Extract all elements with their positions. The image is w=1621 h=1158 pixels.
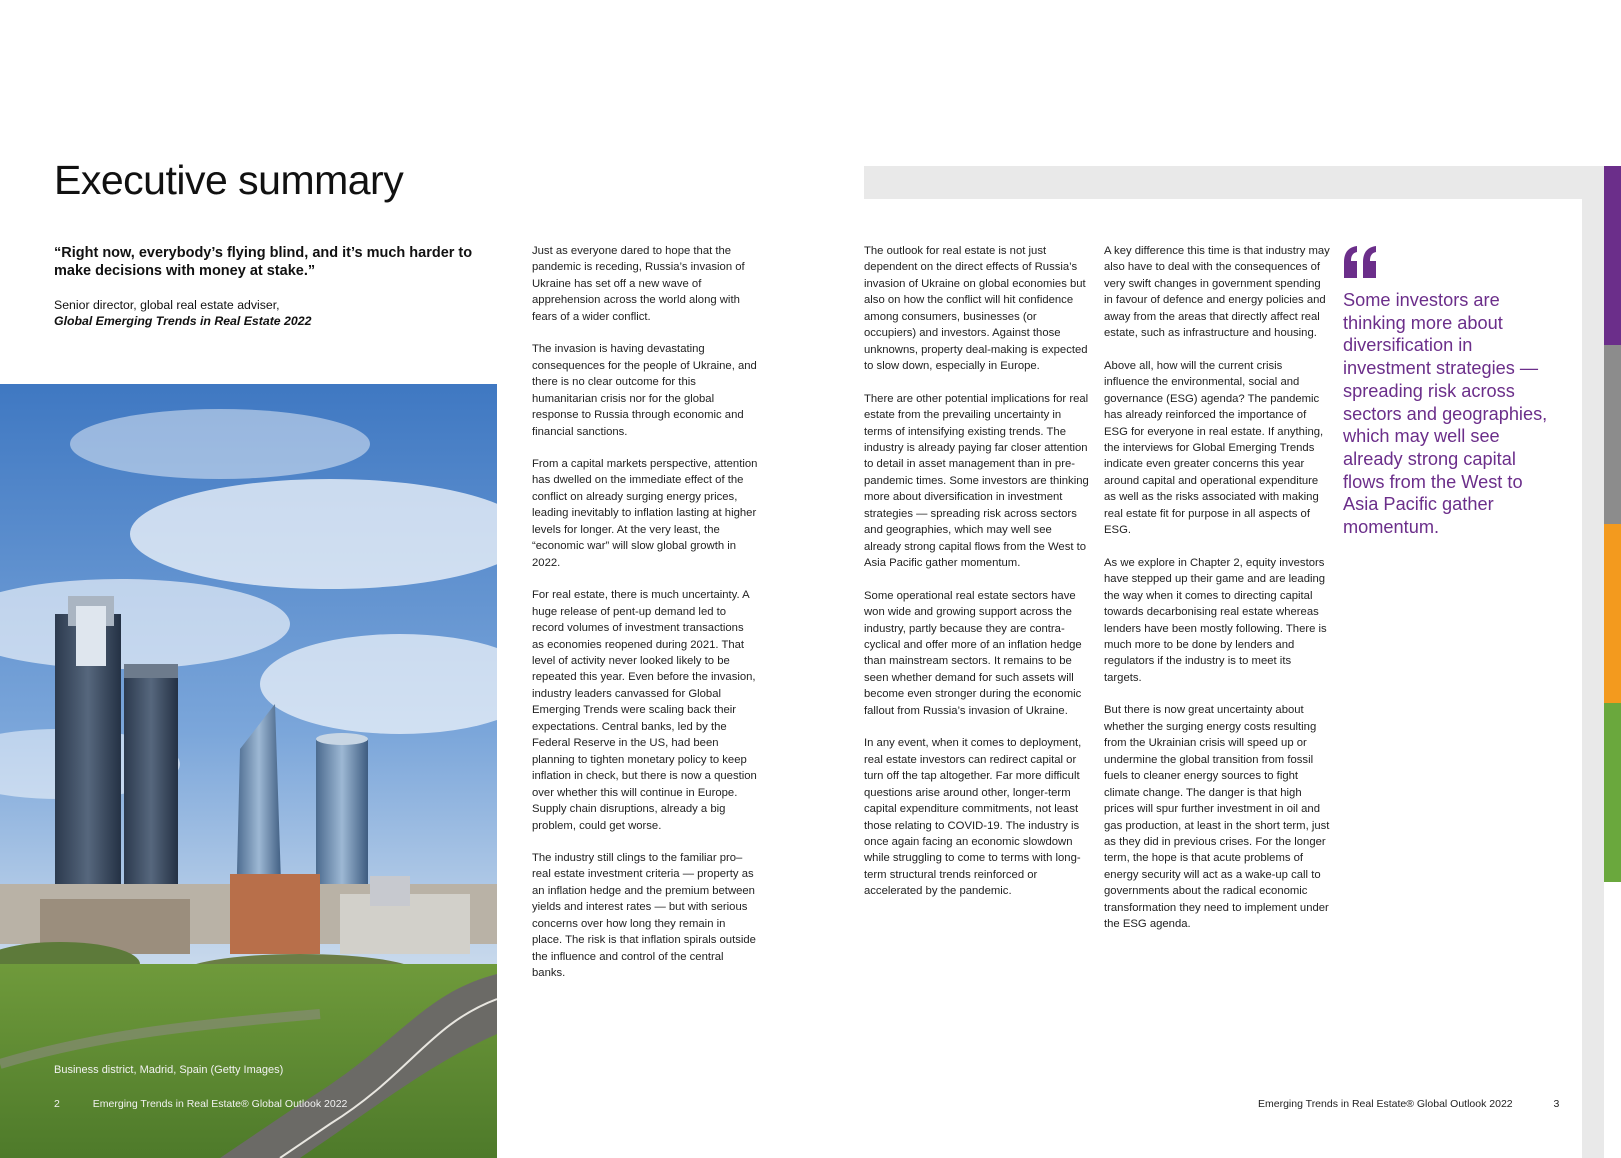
left-footer-text: Emerging Trends in Real Estate® Global Outlook 2022 xyxy=(92,1098,348,1110)
paragraph: Just as everyone dared to hope that the pandemic is receding, Russia’s invasion of Ukraine has set off a new wave of apprehension across the world along with fears of a wider conflict. xyxy=(532,245,745,323)
paragraph: In any event, when it comes to deployment, real estate investors can redirect capital or turn off the tap altogether. Far more difficult questions arise around other, longer-term capital expenditure commitments, not least those relating to COVID-19. The industry is once again facing an economic slowdown while struggling to come to terms with long-term structural trends reinforced or accelerated by the pandemic. xyxy=(864,737,1082,898)
opening-quote: “Right now, everybody’s flying blind, and it’s much harder to make decisions with money at stake.” xyxy=(54,245,473,279)
text-column-2 xyxy=(864,243,1090,916)
pull-quote: Some investors are thinking more about diversification in investment strategies — spreading risk across sectors and geographies, which may well see already strong capital flows from the West to Asia Pacific gather momentum. xyxy=(1343,290,1548,538)
paragraph: The outlook for real estate is not just dependent on the direct effects of Russia’s invasion of Ukraine on global economies but also on how the conflict will hit confidence among consumers, businesses (or occupiers) and investors. Against those unknowns, property deal-making is expected to slow down, especially in Europe. xyxy=(864,245,1088,373)
paragraph: As we explore in Chapter 2, equity investors have stepped up their game and are leading the way when it comes to directing capital towards decarbonising real estate whereas lenders have been mostly following. There is much more to be done by lenders and regulators if the industry is to meet its targets. xyxy=(1104,556,1327,684)
edge-tab-orange xyxy=(1604,524,1621,703)
side-grey-band xyxy=(1582,166,1604,1158)
paragraph: From a capital markets perspective, attention has dwelled on the immediate effect of the conflict on already surging energy prices, leading inevitably to inflation lasting at higher levels for longer. At the very least, the “economic war” will slow global growth in 2022. xyxy=(532,457,758,569)
attribution-role: Senior director, global real estate adviser, xyxy=(54,298,280,312)
left-page-number: 2 xyxy=(54,1098,60,1110)
paragraph: A key difference this time is that industry may also have to deal with the consequences of very swift changes in government spending in favour of defence and energy policies and away from the areas that directly affect real estate, such as infrastructure and housing. xyxy=(1104,245,1330,340)
edge-tab-green xyxy=(1604,703,1621,882)
photo-caption: Business district, Madrid, Spain (Getty Images) xyxy=(54,1064,284,1076)
paragraph: Above all, how will the current crisis influence the environmental, social and governance (ESG) agenda? The pandemic has already reinforced the importance of ESG for everyone in real estate. If anything, the interviews for Global Emerging Trends indicate even greater concerns this year around capital and operational expenditure as well as the risks associated with making real estate fit for purpose in all aspects of ESG. xyxy=(1104,359,1324,537)
right-footer xyxy=(1258,1098,1559,1110)
text-column-1 xyxy=(532,243,758,998)
header-grey-band xyxy=(864,166,1582,199)
paragraph: There are other potential implications for real estate from the prevailing uncertainty in terms of intensifying existing trends. The industry is already paying far closer attention to detail in asset management than in pre-pandemic times. Some investors are thinking more about diversification in investment strategies — spreading risk across sectors and geographies, which may well see already strong capital flows from the West to Asia Pacific gather momentum. xyxy=(864,392,1089,570)
madrid-skyline-photo xyxy=(0,384,497,1158)
text-column-3 xyxy=(1104,243,1330,949)
right-page-number: 3 xyxy=(1553,1098,1560,1110)
quote-mark-icon xyxy=(1342,246,1378,278)
attribution-publication: Global Emerging Trends in Real Estate 2022 xyxy=(54,314,312,328)
right-footer-text: Emerging Trends in Real Estate® Global Outlook 2022 xyxy=(1258,1098,1513,1110)
page-title: Executive summary xyxy=(54,157,404,203)
paragraph: For real estate, there is much uncertainty. A huge release of pent-up demand led to record volumes of investment transactions as economies reopened during 2021. That level of activity never looked likely to be repeated this year. Even before the invasion, industry leaders canvassed for Global Emerging Trends were scaling back their expectations. Central banks, led by the Federal Reserve in the US, had been planning to tighten monetary policy to keep inflation in check, but there is now a question over whether this will continue in Europe. Supply chain disruptions, already a big problem, could get worse. xyxy=(532,589,757,832)
paragraph: The invasion is having devastating consequences for the people of Ukraine, and there is no clear outcome for this humanitarian crisis nor for the global response to Russia through economic and financial sanctions. xyxy=(532,343,757,438)
paragraph: But there is now great uncertainty about whether the surging energy costs resulting from the Ukrainian crisis will speed up or undermine the global transition from fossil fuels to cleaner energy sources to fight climate change. The danger is that high prices will spur further investment in oil and gas production, at least in the short term, just as they did in previous crises. For the longer term, the hope is that acute problems of energy security will act as a wake-up call to governments about the radical economic transformation they need to implement under the ESG agenda. xyxy=(1104,704,1330,931)
edge-tab-grey xyxy=(1604,345,1621,524)
paragraph: The industry still clings to the familiar pro–real estate investment criteria — property as an inflation hedge and the premium between yields and interest rates — but with serious concerns over how long they remain in place. The risk is that inflation spirals outside the influence and control of the central banks. xyxy=(532,851,756,980)
edge-tab-purple xyxy=(1604,166,1621,345)
quote-attribution xyxy=(54,297,484,329)
left-footer xyxy=(54,1098,347,1110)
paragraph: Some operational real estate sectors have won wide and growing support across the industry, partly because they are contra-cyclical and offer more of an inflation hedge than mainstream sectors. It remains to be seen whether demand for such assets will become even stronger during the economic fallout from Russia’s invasion of Ukraine. xyxy=(864,589,1082,717)
